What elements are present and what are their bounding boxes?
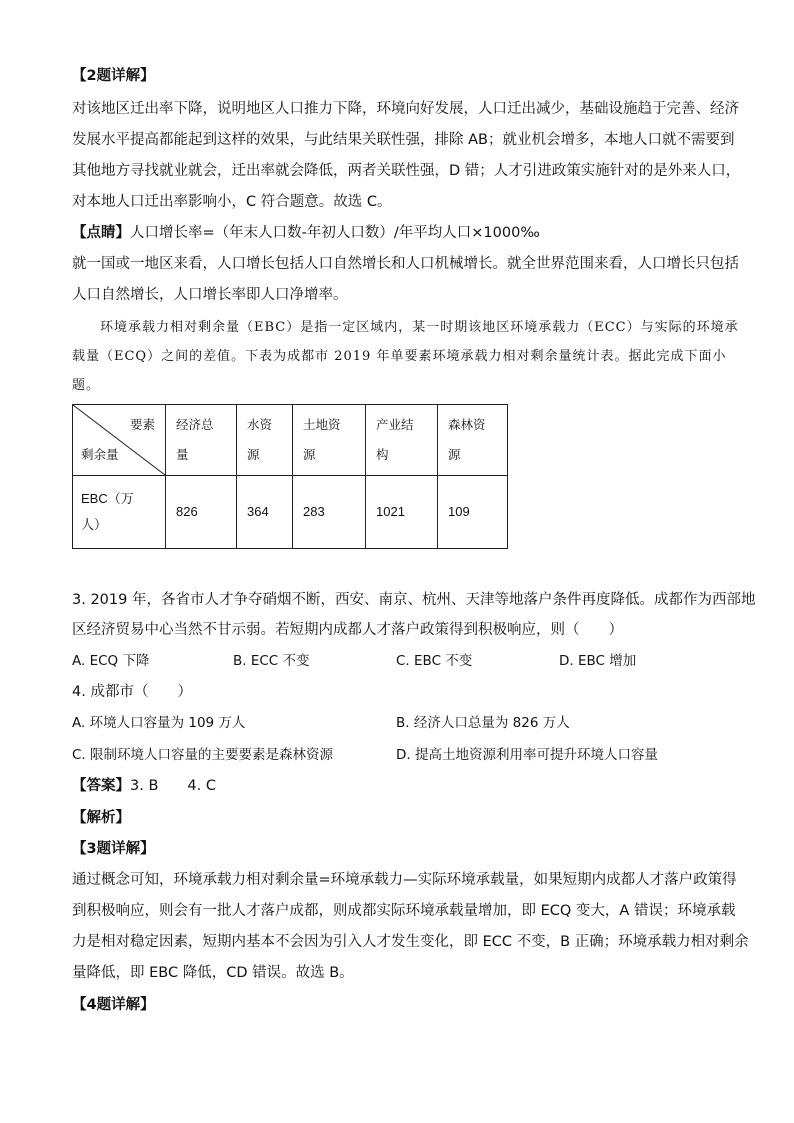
intro-line: 载量（ECQ）之间的差值。下表为成都市 2019 年单要素环境承载力相对剩余量统计表。据此完成下面小 (72, 349, 727, 364)
intro-line: 环境承载力相对剩余量（EBC）是指一定区域内，某一时期该地区环境承载力（ECC）与实际的环境承 (100, 320, 739, 335)
corner-label-top: 要素 (129, 417, 155, 432)
q3-detail-line: 到积极响应，则会有一批人才落户成都，则成都实际环境承载量增加，即 ECQ 变大，A 错误；环境承载 (72, 903, 736, 919)
tip-text-line: 就一国或一地区来看，人口增长包括人口自然增长和人口机械增长。就全世界范围来看，人口增长只包括 (72, 256, 739, 272)
q3-stem-line: 3. 2019 年，各省市人才争夺硝烟不断，西安、南京、杭州、天津等地落户条件再度降低。成都作为西部地 (72, 592, 756, 608)
q3-option-a: A. ECQ 下降 (72, 653, 150, 669)
q3-detail-line: 力是相对稳定因素，短期内基本不会因为引入人才发生变化，即 ECC 不变，B 正确；环境承载力相对剩余 (72, 934, 749, 950)
q2-detail-line: 发展水平提高都能起到这样的效果，与此结果关联性强，排除 AB；就业机会增多，本地人口就不需要到 (72, 132, 735, 148)
table-cell: 109 (438, 476, 508, 549)
tip-formula: 人口增长率=（年末人口数-年初人口数）/年平均人口×1000‰ (130, 225, 540, 241)
table-header-row (73, 405, 508, 476)
tip-label: 【点睛】 (72, 225, 130, 241)
q3-detail-line: 通过概念可知，环境承载力相对剩余量=环境承载力—实际环境承载量，如果短期内成都人才落户政策得 (72, 872, 737, 888)
q3-stem-line: 区经济贸易中心当然不甘示弱。若短期内成都人才落户政策得到积极响应，则（ ） (72, 622, 623, 638)
table-cell: 826 (166, 476, 237, 549)
table-cell: 364 (237, 476, 293, 549)
table-header-cell: 产业结 构 (366, 405, 438, 476)
intro-line: 题。 (72, 378, 101, 393)
table-corner-cell (73, 405, 166, 476)
q4-option-b: B. 经济人口总量为 826 万人 (396, 715, 570, 731)
q2-detail-line: 对本地人口迁出率影响小，C 符合题意。故选 C。 (72, 194, 392, 210)
q4-stem: 4. 成都市（ ） (72, 684, 192, 700)
corner-label-bottom: 剩余量 (81, 447, 119, 462)
table-cell: 1021 (366, 476, 438, 549)
ebc-table (72, 404, 508, 549)
q4-option-d: D. 提高土地资源利用率可提升环境人口容量 (396, 747, 658, 763)
table-cell: 283 (293, 476, 366, 549)
analysis-heading: 【解析】 (72, 810, 130, 826)
q3-option-b: B. ECC 不变 (233, 653, 310, 669)
q4-option-a: A. 环境人口容量为 109 万人 (72, 715, 246, 731)
q3-detail-line: 量降低，即 EBC 降低，CD 错误。故选 B。 (72, 965, 354, 981)
q2-detail-heading: 【2题详解】 (72, 68, 155, 84)
answer-label: 【答案】 (72, 778, 130, 794)
q3-option-d: D. EBC 增加 (559, 653, 637, 669)
tip-line (72, 223, 540, 243)
table-row (73, 476, 508, 549)
table-header-cell: 水资 源 (237, 405, 293, 476)
table-header-cell: 森林资 源 (438, 405, 508, 476)
q3-option-c: C. EBC 不变 (396, 653, 473, 669)
q3-detail-heading: 【3题详解】 (72, 841, 155, 857)
q2-detail-line: 其他地方寻找就业就会，迁出率就会降低，两者关联性强，D 错；人才引进政策实施针对的是外来人口， (72, 163, 741, 179)
table-header-cell: 土地资 源 (293, 405, 366, 476)
table-header-cell: 经济总 量 (166, 405, 237, 476)
q4-option-c: C. 限制环境人口容量的主要要素是森林资源 (72, 747, 334, 763)
table-row-label: EBC（万 人） (73, 476, 166, 549)
q2-detail-line: 对该地区迁出率下降，说明地区人口推力下降，环境向好发展，人口迁出减少，基础设施趋于完善、经济 (72, 101, 739, 117)
answer-text: 3. B 4. C (130, 778, 216, 794)
tip-text-line: 人口自然增长，人口增长率即人口净增率。 (72, 287, 348, 303)
answer-line (72, 776, 216, 796)
q4-detail-heading: 【4题详解】 (72, 997, 155, 1013)
